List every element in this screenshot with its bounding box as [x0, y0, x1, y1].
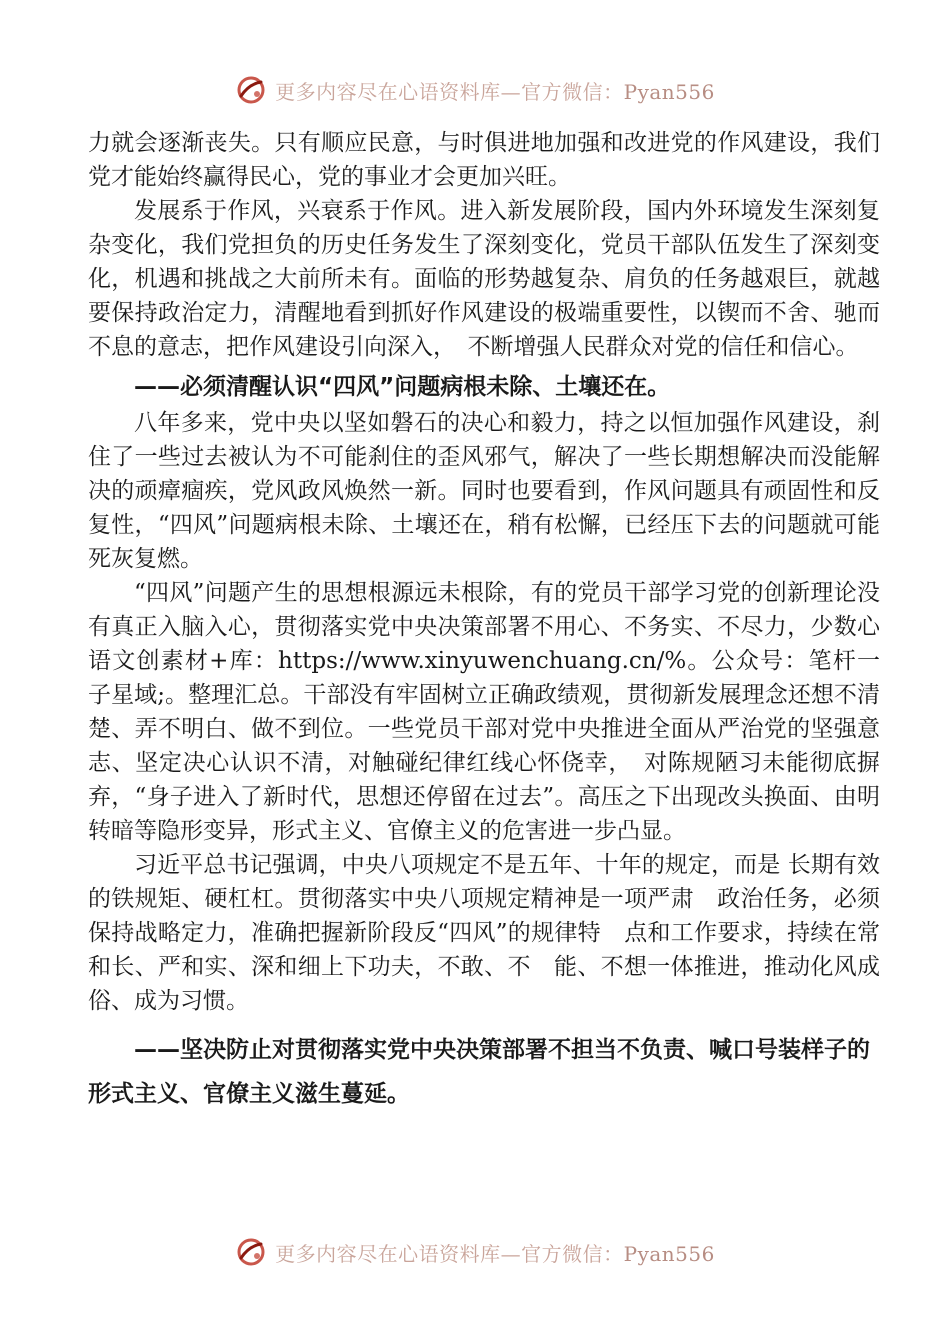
paragraph-3: 八年多来，党中央以坚如磐石的决心和毅力，持之以恒加强作风建设，刹住了一些过去被认为不可能刹住的歪风邪气，解决了一些长期想解决而没能解决的顽瘴痼疾，党风政风焕然一新。同时也要看到，作风问题具有顽固性和反复性，“四风”问题病根未除、土壤还在，稍有松懈，已经压下去的问题就可能死灰复燃。 [88, 410, 880, 572]
paragraph-4: “四风”问题产生的思想根源远未根除，有的党员干部学习党的创新理论没有真正入脑入心，贯彻落实党中央决策部署不用心、不务实、不尽力，少数心语文创素材+库：https://www.xinyuwenchuang.cn/%。公众号：笔杆一子星域;。整理汇总。干部没有牢固树立正确政绩观，贯彻新发展理念还想不清楚、弄不明白、做不到位。一些党员干部对党中央推进全面从严治党的坚强意志、坚定决心认识不清，对触碰纪律红线心怀侥幸， 对陈规陋习未能彻底摒弃，“身子进入了新时代，思想还停留在过去”。高压之下出现改头换面、由明转暗等隐形变异，形式主义、官僚主义的危害进一步凸显。 [88, 580, 880, 844]
document-body [88, 126, 880, 1118]
footer-watermark-id: Pyan556 [623, 1241, 715, 1266]
ink-brush-logo-icon [235, 1236, 267, 1268]
paragraph-1: 力就会逐渐丧失。只有顺应民意，与时俱进地加强和改进党的作风建设，我们党才能始终赢得民心，党的事业才会更加兴旺。 [88, 130, 880, 190]
footer-watermark-banner [0, 1232, 950, 1272]
paragraph-5: 习近平总书记强调，中央八项规定不是五年、十年的规定，而是 长期有效的铁规矩、硬杠杠。贯彻落实中央八项规定精神是一项严肃 政治任务，必须保持战略定力，准确把握新阶段反“四风”的规律特 点和工作要求，持续在常和长、严和实、深和细上下功夫，不敢、不 能、不想一体推进，推动化风成俗、成为习惯。 [88, 852, 880, 1014]
header-watermark-id: Pyan556 [623, 79, 715, 104]
ink-brush-logo-icon [235, 74, 267, 106]
paragraph-2: 发展系于作风，兴衰系于作风。进入新发展阶段，国内外环境发生深刻复杂变化，我们党担负的历史任务发生了深刻变化，党员干部队伍发生了深刻变化，机遇和挑战之大前所未有。面临的形势越复杂、肩负的任务越艰巨，就越要保持政治定力，清醒地看到抓好作风建设的极端重要性，以锲而不舍、驰而不息的意志，把作风建设引向深入， 不断增强人民群众对党的信任和信心。 [88, 198, 880, 360]
header-watermark-banner [0, 70, 950, 110]
section-heading-1: ——必须清醒认识“四风”问题病根未除、土壤还在。 [134, 374, 671, 400]
footer-watermark-text [275, 1238, 715, 1267]
header-watermark-sep: —官方微信： [500, 79, 624, 104]
footer-watermark-sep: —官方微信： [500, 1241, 624, 1266]
header-watermark-text [275, 76, 715, 105]
header-watermark-main: 更多内容尽在心语资料库 [275, 79, 501, 104]
section-heading-2: ——坚决防止对贯彻落实党中央决策部署不担当不负责、喊口号装样子的形式主义、官僚主义滋生蔓延。 [88, 1037, 870, 1107]
footer-watermark-main: 更多内容尽在心语资料库 [275, 1241, 501, 1266]
